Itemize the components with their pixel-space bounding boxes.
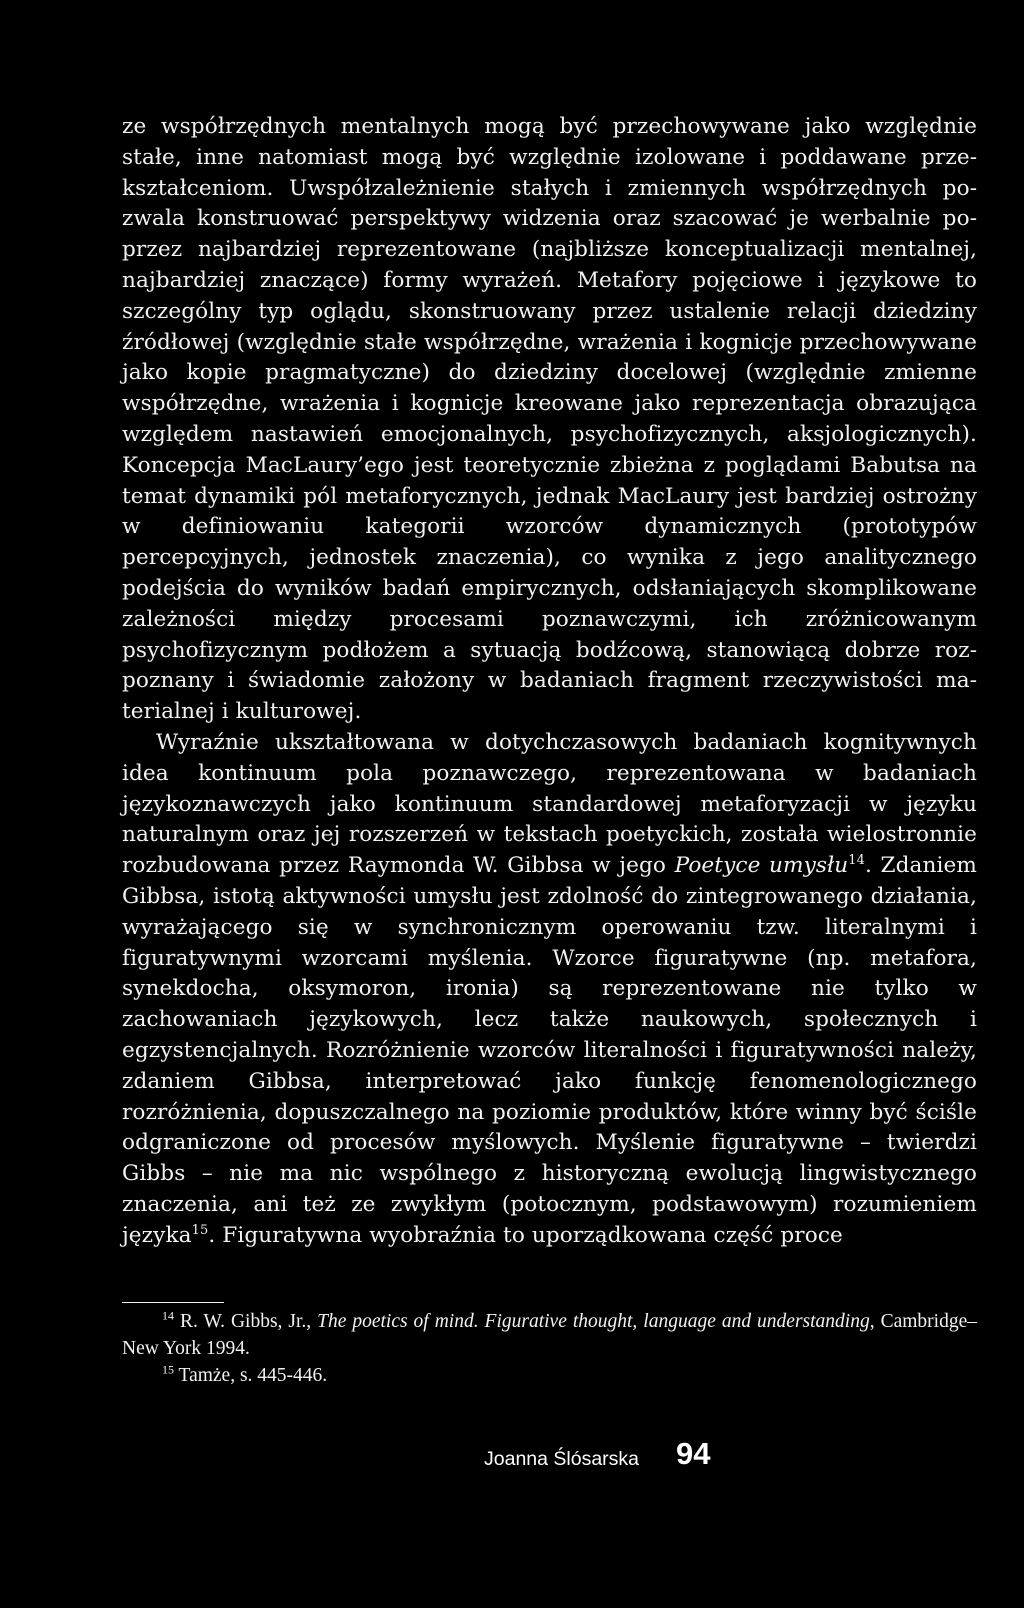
- footnote-ref-14[interactable]: 14: [848, 852, 865, 868]
- footnote-14: [122, 1308, 977, 1362]
- footnote-15-text: Tamże, s. 445-446.: [174, 1365, 328, 1386]
- paragraph-1: [122, 112, 977, 728]
- paragraph-2-text-a: Wyraźnie ukształtowana w dotychczasowych badaniach kognitywnych idea kontinuum pola poznawczego, reprezentowana w badaniach językoznawczych jako kontinuum standardowej metaforyzacji w języku naturalnym oraz jej rozszerzeń w tekstach poetyckich, została wielostronnie rozbudowana przez Raymonda W. Gibbsa w jego: [122, 729, 977, 879]
- footnote-14-number: 14: [162, 1308, 174, 1323]
- book-title-poetyka-umyslu: Poetyce umysłu: [674, 853, 849, 879]
- page-body: [122, 112, 977, 1251]
- paragraph-2-text-c: . Figuratywna wyobraźnia to uporządkowana część proce: [208, 1222, 843, 1248]
- running-footer-author: Joanna Ślósarska: [484, 1448, 640, 1470]
- footnote-ref-15[interactable]: 15: [191, 1222, 209, 1238]
- paragraph-2: [122, 728, 977, 1252]
- footnote-15-number: 15: [162, 1362, 174, 1377]
- footnote-14-title: The poetics of mind. Figurative thought, language and understanding: [317, 1311, 870, 1332]
- footnote-14-rest: , Cambridge–New York 1994.: [122, 1311, 977, 1359]
- paragraph-2-text-b: . Zdaniem Gibbsa, istotą aktywności umysłu jest zdolność do zintegrowanego działania, wyrażającego się w synchronicznym operowaniu tzw. literalnymi i figuratywnymi wzorcami myślenia. Wzorce figuratywne (np. metafora, synekdocha, oksymoron, ironia) są reprezentowane nie tylko w zachowaniach językowych, lecz także naukowych, społecznych i egzystencjalnych. Rozróżnienie wzorców literalności i figuratywności należy, zdaniem Gibbsa, interpretować jako funkcję fenomenologicznego rozróżnienia, dopuszczalnego na poziomie produktów, które winny być ściśle odgraniczone od procesów myślowych. Myślenie figuratywne – twierdzi Gibbs – nie ma nic wspólnego z historyczną ewolucją lingwistycznego znaczenia, ani też ze zwykłym (potocznym, podstawowym) rozumieniem języka: [122, 853, 977, 1248]
- page-number: 94: [676, 1436, 711, 1471]
- footnotes: [122, 1308, 977, 1389]
- main-text: [122, 112, 977, 1251]
- paragraph-1-text: ze współrzędnych mentalnych mogą być przechowywane jako względnie stałe, inne natomiast mogą być względnie izolowane i poddawane przekształceniom. Uwspółzależnienie stałych i zmiennych współrzędnych pozwala konstruować perspektywy widzenia oraz szacować je werbalnie poprzez najbardziej reprezentowane (najbliższe konceptualizacji mentalnej, najbardziej znaczące) formy wyrażeń. Metafory pojęciowe i językowe to szczególny typ oglądu, skonstruowany przez ustalenie relacji dziedziny źródłowej (względnie stałe współrzędne, wrażenia i kognicje przechowywane jako kopie pragmatyczne) do dziedziny docelowej (względnie zmienne współrzędne, wrażenia i kognicje kreowane jako reprezentacja obrazująca względem nastawień emocjonalnych, psychofizycznych, aksjologicznych). Koncepcja MacLaury’ego jest teoretycznie zbieżna z poglądami Babutsa na temat dynamiki pól metaforycznych, jednak MacLaury jest bardziej ostrożny w definiowaniu kategorii wzorców dynamicznych (prototypów percepcyjnych, jednostek znaczenia), co wynika z jego analitycznego podejścia do wyników badań empirycznych, odsłaniających skomplikowane zależności między procesami poznawczymi, ich zróżnicowanym psychofizycznym podłożem a sytuacją bodźcową, stanowiącą dobrze rozpoznany i świadomie założony w badaniach fragment rzeczywistości materialnej i kulturowej.: [122, 114, 977, 725]
- footnote-14-author: R. W. Gibbs, Jr.,: [174, 1311, 318, 1332]
- footnote-separator: [122, 1302, 224, 1303]
- footnote-15: [122, 1362, 977, 1389]
